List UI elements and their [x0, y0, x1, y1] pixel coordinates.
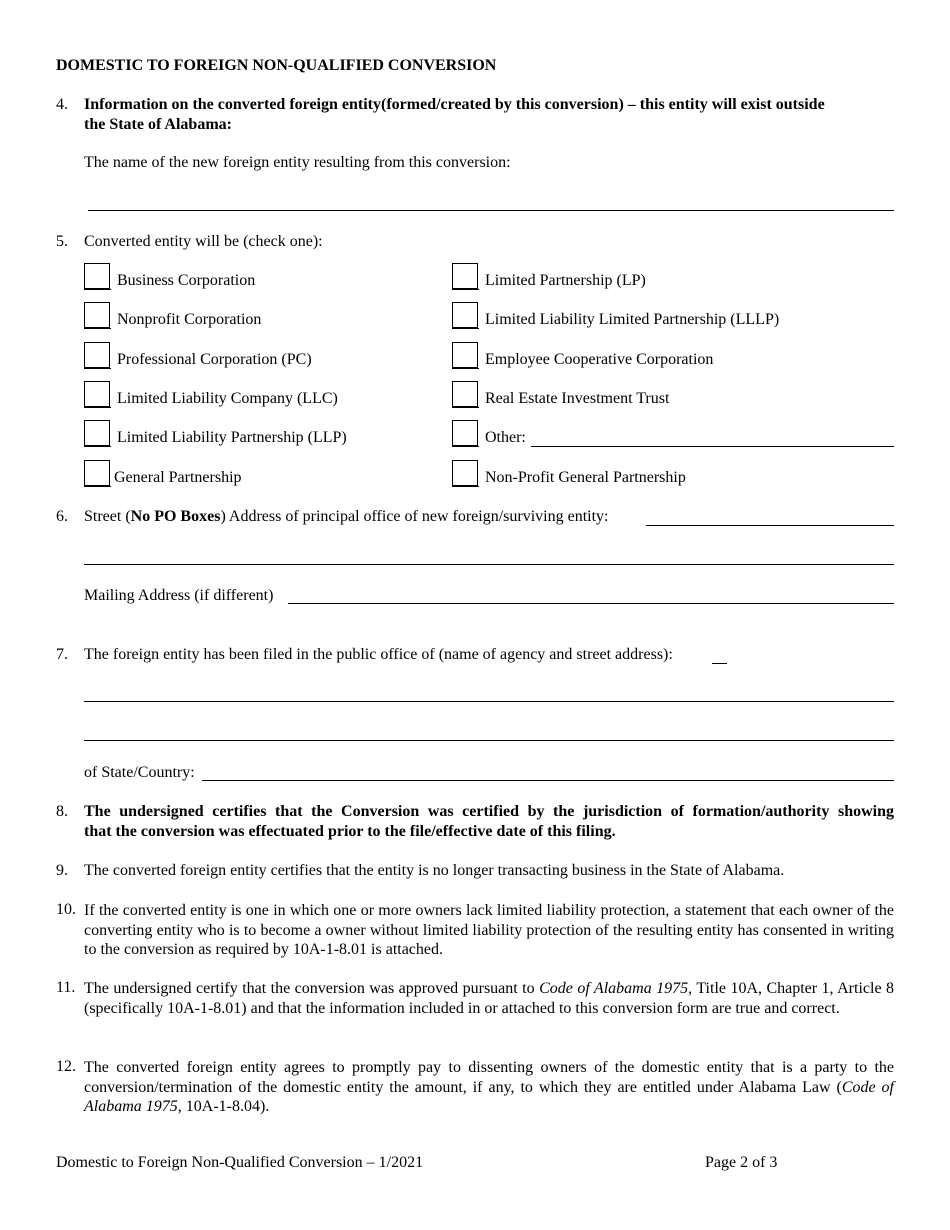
item-12-text: The converted foreign entity agrees to promptly pay to dissenting owners of the domestic entity that is a party to the conversion/termination of the domestic entity the amount, if any, to which they are entitled under Alabama Law (Code of Alabama 1975, 10A-1-8.04). [84, 1059, 895, 1115]
option-label: Employee Cooperative Corporation [485, 351, 714, 368]
option-label: General Partnership [114, 469, 242, 486]
address-continuation-line[interactable] [84, 564, 894, 565]
item-12-number: 12. [56, 1058, 76, 1075]
item-10-number: 10. [56, 901, 76, 918]
state-country-input[interactable] [202, 762, 894, 781]
item-5-prompt: Converted entity will be (check one): [84, 233, 323, 250]
option-label: Limited Liability Limited Partnership (LLLP) [485, 311, 780, 328]
public-office-inline-input[interactable] [712, 645, 727, 664]
item-4-number: 4. [56, 96, 68, 113]
item-7-number: 7. [56, 646, 68, 663]
checkbox-llp[interactable] [84, 420, 110, 446]
checkbox-llc[interactable] [84, 381, 110, 407]
page-title: DOMESTIC TO FOREIGN NON-QUALIFIED CONVERSION [56, 57, 497, 74]
item-5-number: 5. [56, 233, 68, 250]
item-8-number: 8. [56, 803, 68, 820]
foreign-entity-name-input[interactable] [88, 192, 894, 211]
option-label: Limited Partnership (LP) [485, 272, 646, 289]
option-label: Limited Liability Company (LLC) [117, 390, 338, 407]
checkbox-nonprofit-general-partnership[interactable] [452, 460, 478, 486]
other-entity-type-input[interactable] [531, 428, 894, 447]
state-country-label: of State/Country: [84, 764, 195, 781]
option-label: Nonprofit Corporation [117, 311, 262, 328]
checkbox-employee-cooperative[interactable] [452, 342, 478, 368]
option-label: Limited Liability Partnership (LLP) [117, 429, 347, 446]
item-6-number: 6. [56, 508, 68, 525]
item-8-line1: The undersigned certifies that the Conversion was certified by the jurisdiction of formation/authority showing [84, 803, 894, 820]
option-label: Real Estate Investment Trust [485, 390, 670, 407]
item-9-number: 9. [56, 862, 68, 879]
mailing-address-input[interactable] [288, 585, 894, 604]
public-office-line-1[interactable] [84, 701, 894, 702]
item-9-text: The converted foreign entity certifies that the entity is no longer transacting business in the State of Alabama. [84, 862, 785, 879]
public-office-line-2[interactable] [84, 740, 894, 741]
checkbox-lllp[interactable] [452, 302, 478, 328]
checkbox-business-corporation[interactable] [84, 263, 110, 289]
footer-page-number: Page 2 of 3 [705, 1154, 778, 1171]
mailing-address-label: Mailing Address (if different) [84, 587, 274, 604]
option-label: Business Corporation [117, 272, 256, 289]
item-11-number: 11. [56, 979, 76, 996]
checkbox-limited-partnership[interactable] [452, 263, 478, 289]
item-4-heading-line2: the State of Alabama: [84, 116, 232, 133]
item-11-text: The undersigned certify that the conversion was approved pursuant to Code of Alabama 1975, Title 10A, Chapter 1, Article 8 (specifically 10A-1-8.01) and that the information included in or attached to this conversion form are true and correct. [84, 980, 895, 1017]
item-10-text: If the converted entity is one in which one or more owners lack limited liability protection, a statement that each owner of the converting entity who is to become a owner without limited liability protection of the resulting entity has consented in writing to the conversion as required by 10A-1-8.01 is attached. [84, 902, 894, 958]
item-4-prompt: The name of the new foreign entity resulting from this conversion: [84, 154, 511, 171]
item-4-heading-line1: Information on the converted foreign entity(formed/created by this conversion) – this entity will exist outside [84, 96, 825, 113]
footer-form-name: Domestic to Foreign Non-Qualified Conversion – 1/2021 [56, 1154, 424, 1171]
checkbox-professional-corporation[interactable] [84, 342, 110, 368]
checkbox-reit[interactable] [452, 381, 478, 407]
item-8-line2: that the conversion was effectuated prior to the file/effective date of this filing. [84, 823, 616, 840]
item-7-label: The foreign entity has been filed in the public office of (name of agency and street address): [84, 646, 673, 663]
item-6-label: Street (No PO Boxes) Address of principal office of new foreign/surviving entity: [84, 508, 609, 525]
option-label: Other: [485, 429, 526, 446]
checkbox-other[interactable] [452, 420, 478, 446]
checkbox-nonprofit-corporation[interactable] [84, 302, 110, 328]
principal-office-address-input[interactable] [646, 507, 894, 526]
option-label: Professional Corporation (PC) [117, 351, 312, 368]
checkbox-general-partnership[interactable] [84, 460, 110, 486]
option-label: Non-Profit General Partnership [485, 469, 686, 486]
